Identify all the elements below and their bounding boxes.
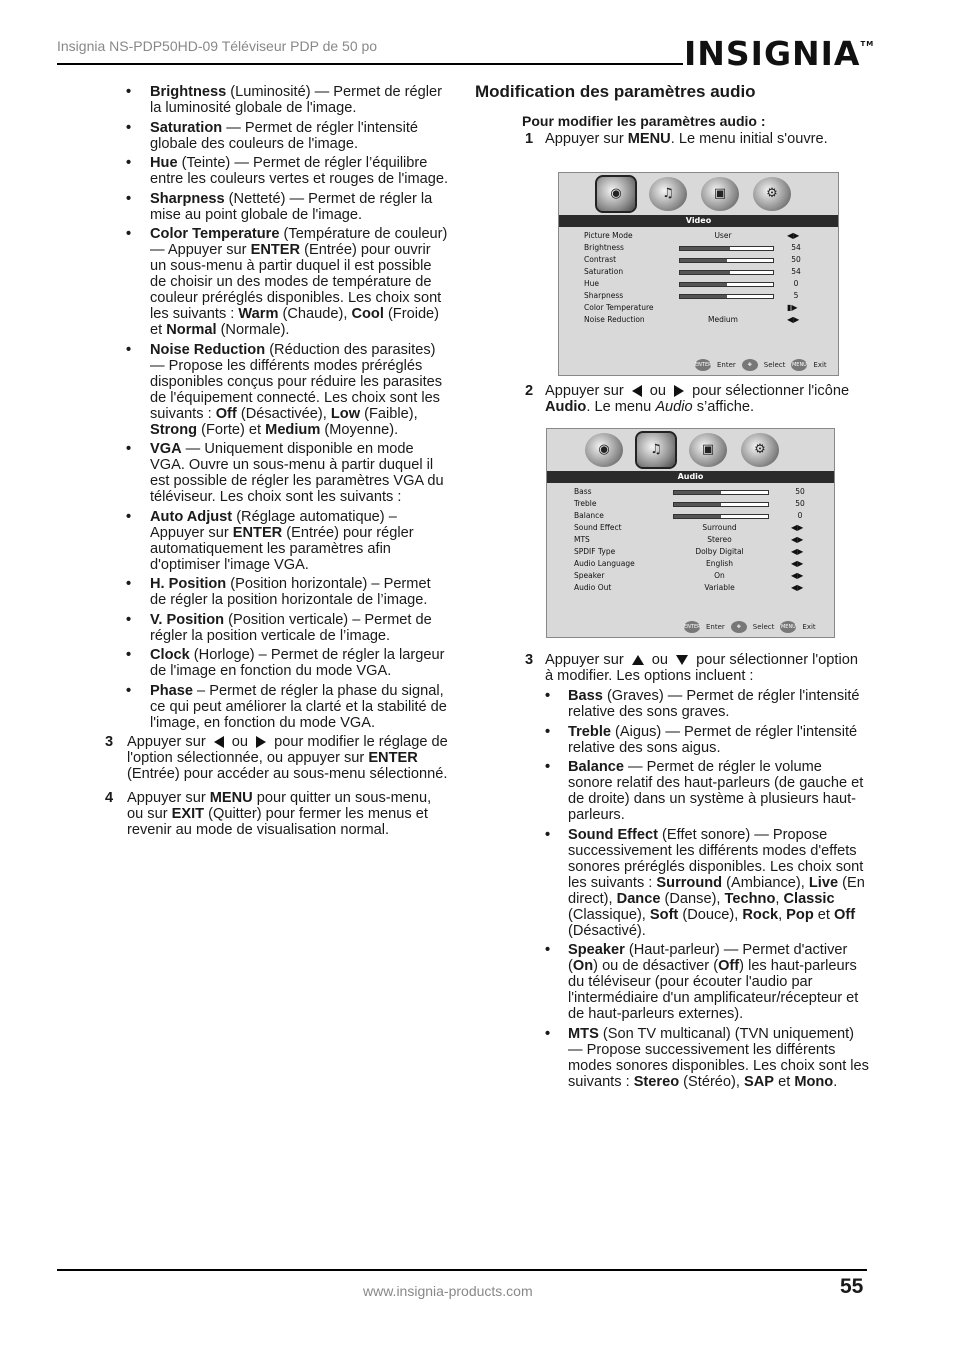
menu-row-label: Contrast bbox=[584, 255, 617, 264]
step-2: 2 Appuyer sur ou pour sélectionner l'icône Audio. Le menu Audio s’affiche. bbox=[525, 383, 850, 415]
menu-row-slider bbox=[679, 258, 774, 263]
menu-row-slider bbox=[679, 246, 774, 251]
menu-row-value: 54 bbox=[791, 267, 801, 276]
list-item: • Color Temperature (Température de couleur) — Appuyer sur ENTER (Entrée) pour ouvrir un sous-menu à partir duquel il est possible de choisir un des modes de température de couleur préréglés disponibles. Les choix sont les suivants : Warm (Chaude), Cool (Froide) et Normal (Normale). bbox=[105, 226, 450, 338]
right-arrow-icon bbox=[674, 385, 684, 397]
slider-fill bbox=[680, 283, 727, 286]
slider-fill bbox=[680, 259, 727, 262]
menu-row-value: On bbox=[714, 571, 725, 580]
menu-row-label: Sound Effect bbox=[574, 523, 622, 532]
menu-icon-bar bbox=[559, 173, 838, 215]
audio-options-list bbox=[545, 688, 870, 1090]
slider-fill bbox=[680, 271, 730, 274]
menu-row-label: Speaker bbox=[574, 571, 605, 580]
menu-row-label: Color Temperature bbox=[584, 303, 654, 312]
menu-row bbox=[559, 243, 838, 255]
slider-fill bbox=[674, 503, 721, 506]
menu-row-label: Audio Out bbox=[574, 583, 612, 592]
menu-row bbox=[559, 231, 838, 243]
list-item: • H. Position (Position horizontale) – Permet de régler la position horizontale de l’image. bbox=[105, 576, 450, 608]
step-3-left: 3 Appuyer sur ou pour modifier le réglage de l'option sélectionnée, ou appuyer sur ENTER (Entrée) pour accéder au sous-menu sélectionné. bbox=[105, 734, 448, 782]
list-item: • Saturation — Permet de régler l'intensité globale des couleurs de l'image. bbox=[105, 120, 450, 152]
list-item: • Speaker (Haut-parleur) — Permet d'activer (On) ou de désactiver (Off) les haut-parleurs du téléviseur (pour écouter l'audio par l'intermédiaire d'un amplificateur/récepteur et de haut-parleurs externes). bbox=[545, 942, 870, 1022]
menu-row bbox=[547, 547, 834, 559]
picture-settings-list bbox=[105, 84, 450, 731]
procedure-heading: Pour modifier les paramètres audio : bbox=[522, 113, 766, 129]
list-item: • VGA — Uniquement disponible en mode VGA. Ouvre un sous-menu à partir duquel il est possible de régler les paramètres VGA du téléviseur. Les choix sont les suivants : bbox=[105, 441, 450, 505]
menu-row-value: Medium bbox=[708, 315, 738, 324]
menu-row-value: 50 bbox=[795, 499, 805, 508]
menu-row-label: Balance bbox=[574, 511, 604, 520]
video-menu-screenshot bbox=[558, 172, 839, 376]
menu-row-label: Brightness bbox=[584, 243, 624, 252]
running-header: Insignia NS-PDP50HD-09 Téléviseur PDP de 50 po bbox=[57, 38, 378, 54]
left-right-arrows-icon: ◀▶ bbox=[787, 231, 800, 240]
enter-button-icon: ENTER bbox=[684, 621, 700, 633]
settings-icon: ⚙ bbox=[741, 433, 779, 467]
list-item: • Clock (Horloge) – Permet de régler la largeur de l'image en fonction du mode VGA. bbox=[105, 647, 450, 679]
list-item: • Sound Effect (Effet sonore) — Propose successivement les différents modes d'effets sonores préréglés disponibles. Les choix sont les suivants : Surround (Ambiance), Live (En direct), Dance (Danse), Techno, Classic (Classique), Soft (Douce), Rock, Pop et Off (Désactivé). bbox=[545, 827, 870, 939]
left-right-arrows-icon: ◀▶ bbox=[791, 559, 804, 568]
right-arrow-icon bbox=[256, 736, 266, 748]
left-right-arrows-icon: ◀▶ bbox=[791, 583, 804, 592]
select-dpad-icon: ✥ bbox=[742, 359, 758, 371]
section-heading: Modification des paramètres audio bbox=[475, 82, 756, 101]
picture-icon: ◉ bbox=[597, 177, 635, 211]
menu-row bbox=[547, 523, 834, 535]
menu-row-slider bbox=[679, 270, 774, 275]
channel-icon: ▣ bbox=[689, 433, 727, 467]
menu-row-slider bbox=[679, 282, 774, 287]
down-arrow-icon bbox=[676, 655, 688, 665]
menu-row-slider bbox=[673, 502, 769, 507]
list-item: • Phase – Permet de régler la phase du signal, ce qui peut améliorer la clarté et la stabilité de l'image, en fonction du mode VGA. bbox=[105, 683, 450, 731]
menu-row-value: Dolby Digital bbox=[695, 547, 744, 556]
insignia-logo: INSIGNIA™ bbox=[684, 34, 875, 73]
left-right-arrows-icon: ◀▶ bbox=[791, 547, 804, 556]
enter-arrow-icon: ▮▶ bbox=[787, 303, 798, 312]
menu-row-label: Picture Mode bbox=[584, 231, 633, 240]
menu-row-value: 0 bbox=[793, 279, 799, 288]
menu-row-slider bbox=[673, 514, 769, 519]
menu-row bbox=[559, 267, 838, 279]
list-item: • Hue (Teinte) — Permet de régler l’équilibre entre les couleurs vertes et rouges de l'image. bbox=[105, 155, 450, 187]
menu-row-slider bbox=[679, 294, 774, 299]
list-item: • V. Position (Position verticale) – Permet de régler la position verticale de l’image. bbox=[105, 612, 450, 644]
menu-rows bbox=[559, 231, 838, 327]
select-dpad-icon: ✥ bbox=[731, 621, 747, 633]
menu-row-value: Surround bbox=[702, 523, 737, 532]
header-rule bbox=[57, 63, 683, 65]
page-number: 55 bbox=[840, 1275, 864, 1298]
menu-row bbox=[547, 571, 834, 583]
left-right-arrows-icon: ◀▶ bbox=[791, 523, 804, 532]
left-right-arrows-icon: ◀▶ bbox=[791, 571, 804, 580]
menu-row-value: English bbox=[705, 559, 734, 568]
list-item: • Bass (Graves) — Permet de régler l'intensité relative des sons graves. bbox=[545, 688, 870, 720]
list-item: • Noise Reduction (Réduction des parasites) — Propose les différents modes préréglés disponibles conçus pour réduire les parasites de l'équipement connecté. Les choix sont les suivants : Off (Désactivée), Low (Faible), Strong (Forte) et Medium (Moyenne). bbox=[105, 342, 450, 438]
menu-row-label: MTS bbox=[574, 535, 590, 544]
menu-icon-bar bbox=[547, 429, 834, 471]
menu-row-value: 50 bbox=[791, 255, 801, 264]
enter-button-icon: ENTER bbox=[695, 359, 711, 371]
menu-row-label: SPDIF Type bbox=[574, 547, 616, 556]
list-item: • Balance — Permet de régler le volume sonore relatif des haut-parleurs (de gauche et de droite) dans un système à plusieurs haut-parleurs. bbox=[545, 759, 870, 823]
list-item: • Auto Adjust (Réglage automatique) – Appuyer sur ENTER (Entrée) pour régler automatiquement les paramètres afin d'optimiser l'image VGA. bbox=[105, 509, 450, 573]
settings-icon: ⚙ bbox=[753, 177, 791, 211]
menu-row-value: Variable bbox=[704, 583, 735, 592]
menu-row-label: Hue bbox=[584, 279, 600, 288]
slider-fill bbox=[680, 247, 730, 250]
menu-row-value: 54 bbox=[791, 243, 801, 252]
menu-row-value: Stereo bbox=[707, 535, 732, 544]
menu-row bbox=[547, 559, 834, 571]
menu-row bbox=[559, 291, 838, 303]
menu-row-slider bbox=[673, 490, 769, 495]
left-right-arrows-icon: ◀▶ bbox=[787, 315, 800, 324]
menu-footer: ENTER Enter ✥ Select MENU Exit bbox=[695, 361, 827, 369]
menu-button-icon: MENU bbox=[791, 359, 807, 371]
slider-fill bbox=[674, 515, 721, 518]
menu-row bbox=[547, 511, 834, 523]
menu-button-icon: MENU bbox=[780, 621, 796, 633]
list-item: • Treble (Aigus) — Permet de régler l'intensité relative des sons aigus. bbox=[545, 724, 870, 756]
menu-row bbox=[547, 499, 834, 511]
menu-title: Audio bbox=[547, 471, 834, 483]
slider-fill bbox=[680, 295, 727, 298]
menu-row-label: Saturation bbox=[584, 267, 624, 276]
step-3-right: 3 Appuyer sur ou pour sélectionner l'option à modifier. Les options incluent : bbox=[525, 652, 858, 684]
picture-icon: ◉ bbox=[585, 433, 623, 467]
left-arrow-icon bbox=[632, 385, 642, 397]
menu-row-label: Bass bbox=[574, 487, 592, 496]
up-arrow-icon bbox=[632, 655, 644, 665]
menu-footer: ENTER Enter ✥ Select MENU Exit bbox=[684, 623, 816, 631]
menu-row bbox=[559, 315, 838, 327]
slider-fill bbox=[674, 491, 721, 494]
left-right-arrows-icon: ◀▶ bbox=[791, 535, 804, 544]
audio-icon: ♫ bbox=[637, 433, 675, 467]
menu-row bbox=[547, 583, 834, 595]
menu-row bbox=[559, 255, 838, 267]
audio-icon: ♫ bbox=[649, 177, 687, 211]
step-4-left: 4 Appuyer sur MENU pour quitter un sous-menu, ou sur EXIT (Quitter) pour fermer les menus et revenir au mode de visualisation normal. bbox=[105, 790, 432, 838]
list-item: • MTS (Son TV multicanal) (TVN uniquement) — Propose successivement les différents modes sonores disponibles. Les choix sont les suivants : Stereo (Stéréo), SAP et Mono. bbox=[545, 1026, 870, 1090]
menu-row bbox=[547, 487, 834, 499]
menu-row bbox=[547, 535, 834, 547]
list-item: • Sharpness (Netteté) — Permet de régler la mise au point globale de l'image. bbox=[105, 191, 450, 223]
menu-row-value: 50 bbox=[795, 487, 805, 496]
left-column bbox=[105, 84, 450, 844]
channel-icon: ▣ bbox=[701, 177, 739, 211]
menu-row-label: Noise Reduction bbox=[584, 315, 645, 324]
step-1: 1 Appuyer sur MENU. Le menu initial s'ouvre. bbox=[525, 131, 828, 147]
menu-row-label: Sharpness bbox=[584, 291, 624, 300]
left-arrow-icon bbox=[214, 736, 224, 748]
footer-rule bbox=[57, 1269, 867, 1271]
menu-row-label: Treble bbox=[574, 499, 597, 508]
menu-row-value: 0 bbox=[797, 511, 803, 520]
menu-title: Video bbox=[559, 215, 838, 227]
menu-row-value: User bbox=[714, 231, 732, 240]
menu-row bbox=[559, 279, 838, 291]
menu-row-value: 5 bbox=[793, 291, 799, 300]
menu-row bbox=[559, 303, 838, 315]
audio-menu-screenshot bbox=[546, 428, 835, 638]
footer-url: www.insignia-products.com bbox=[363, 1283, 533, 1299]
menu-row-label: Audio Language bbox=[574, 559, 635, 568]
list-item: • Brightness (Luminosité) — Permet de régler la luminosité globale de l'image. bbox=[105, 84, 450, 116]
menu-rows bbox=[547, 487, 834, 595]
